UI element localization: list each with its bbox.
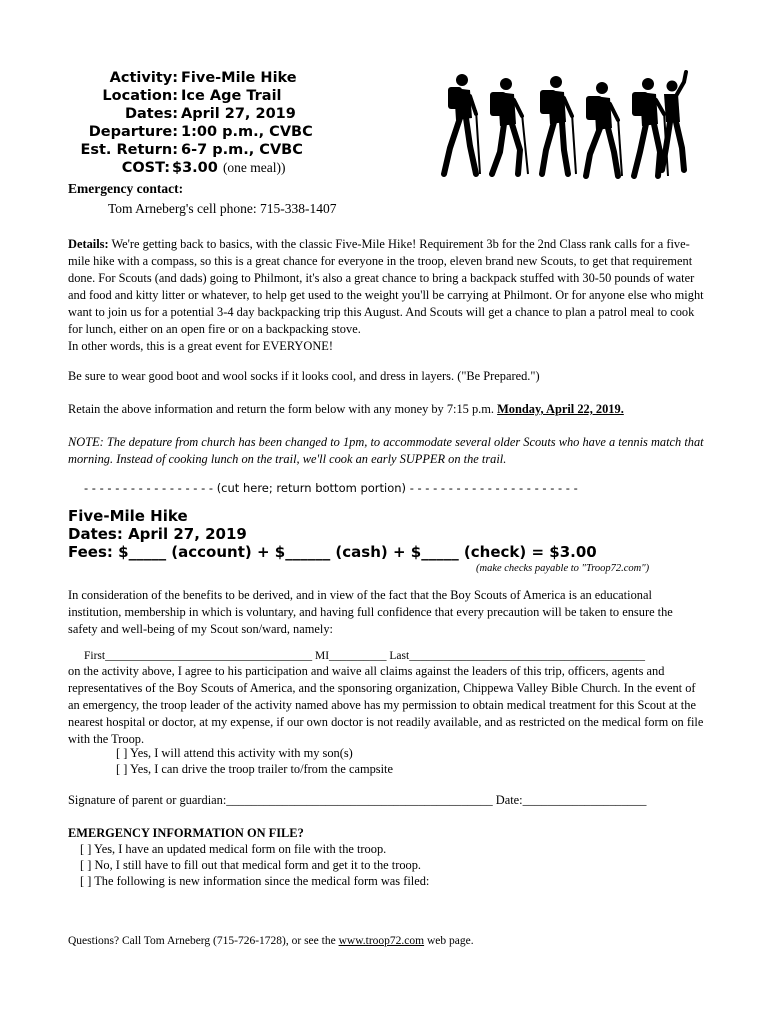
departure-change-note: NOTE: The depature from church has been changed to 1pm, to accommodate several older Scouts who have a tennis match that morning. Instead of cooking lunch on the trail, we'll cook an early SUPPER on the trail. [68, 435, 704, 466]
dates-value: April 27, 2019 [181, 106, 296, 122]
hiker-6-icon [662, 72, 686, 170]
troop-website-link[interactable]: www.troop72.com [338, 935, 425, 947]
details-paragraph [68, 236, 704, 355]
return-row [0, 142, 330, 160]
details-text: We're getting back to basics, with the classic Five-Mile Hike! Requirement 3b for the 2nd Class rank calls for a five-mile hike with a compass, so this is a great chance for everyone in the troop, eleven brand new Scouts, to get that requirement done. For Scouts (and dads) going to Philmont, it's also a great chance to bring a backpack stuffed with 30-50 pounds of water and food and kitty litter or whatever, to help get used to the weight you'll be carrying at Philmont. Or for anyone else who might want to join us for a potential 3-4 day backpacking trip this August. And Scouts will get a chance to plan a patrol meal to cook for lunch, either on an open fire or on a backpacking stove. [68, 237, 704, 336]
emergency-contact-label: Emergency contact: [68, 181, 184, 196]
retain-deadline: Monday, April 22, 2019. [497, 402, 624, 416]
hiker-3-icon [540, 76, 576, 174]
departure-value: 1:00 p.m., CVBC [181, 124, 313, 140]
return-value: 6-7 p.m., CVBC [181, 142, 303, 158]
footer-after: web page. [424, 935, 474, 947]
waiver-paragraph: on the activity above, I agree to his participation and waive all claims against the leaders of this trip, officers, agents and representatives of the Boy Scouts of America, and the sponsoring organization, Chippewa Valley Bible Church. In the event of an emergency, the troop leader of the activity named above has my permission to obtain medical treatment for this Scout at the nearest hospital or doctor, at my expense, if our own doctor is not readily available, and as restricted on the medical form on file with the Troop. [68, 664, 704, 746]
emergency-contact-phone: Tom Arneberg's cell phone: 715-338-1407 [108, 201, 337, 216]
return-label: Est. Return: [80, 142, 178, 158]
cost-row [0, 160, 330, 178]
departure-label: Departure: [88, 124, 178, 140]
cost-label: COST: [121, 160, 170, 176]
medical-form-no-checkbox[interactable]: [ ] No, I still have to fill out that medical form and get it to the troop. [80, 858, 422, 872]
drive-trailer-checkbox[interactable]: [ ] Yes, I can drive the troop trailer to/from the campsite [116, 762, 393, 776]
cost-note: (one meal)) [222, 160, 286, 175]
slip-fees: Fees: $_____ (account) + $______ (cash) + $_____ (check) = $3.00 [68, 543, 597, 561]
hiker-1-icon [444, 74, 480, 174]
location-row [0, 88, 330, 106]
footer-questions [68, 935, 474, 947]
details-last-line: In other words, this is a great event for EVERYONE! [68, 339, 333, 353]
dates-row [0, 106, 330, 124]
departure-row [0, 124, 330, 142]
consideration-paragraph: In consideration of the benefits to be derived, and in view of the fact that the Boy Scouts of America is an educational institution, membership in which is voluntary, and having full confidence that every precaution will be taken to ensure the safety and well-being of my Scout son/ward, namely: [68, 588, 673, 636]
slip-title: Five-Mile Hike [68, 507, 188, 525]
emergency-info-heading: EMERGENCY INFORMATION ON FILE? [68, 826, 304, 840]
activity-value: Five-Mile Hike [181, 70, 297, 86]
hiker-4-icon [586, 82, 622, 176]
wear-note: Be sure to wear good boot and wool socks if it looks cool, and dress in layers. ("Be Prepared.") [68, 369, 540, 383]
check-payable-note: (make checks payable to "Troop72.com") [476, 563, 650, 574]
location-value: Ice Age Trail [181, 88, 282, 104]
medical-form-yes-checkbox[interactable]: [ ] Yes, I have an updated medical form on file with the troop. [80, 842, 387, 856]
hiker-2-icon [490, 78, 528, 174]
hikers-silhouette-icon [434, 70, 692, 182]
activity-label: Activity: [109, 70, 178, 86]
scout-name-line[interactable]: First____________________________________ MI__________ Last_________________________________________ [84, 650, 645, 662]
signature-line[interactable]: Signature of parent or guardian:___________________________________________ Date:____________________ [68, 793, 647, 807]
retain-text: Retain the above information and return the form below with any money by 7:15 p.m. [68, 402, 498, 416]
activity-row [0, 70, 330, 88]
retain-note [68, 401, 704, 418]
attend-checkbox[interactable]: [ ] Yes, I will attend this activity with my son(s) [116, 746, 353, 760]
dates-label: Dates: [124, 106, 178, 122]
medical-form-new-info-checkbox[interactable]: [ ] The following is new information since the medical form was filed: [80, 874, 430, 888]
location-label: Location: [102, 88, 178, 104]
footer-text: Questions? Call Tom Arneberg (715-726-1728), or see the [68, 935, 339, 947]
slip-date: Dates: April 27, 2019 [68, 525, 247, 543]
cost-value: $3.00 [172, 160, 218, 176]
cut-line: - - - - - - - - - - - - - - - - - (cut here; return bottom portion) - - - - - - - - - - - - - - - - - - - - - - [84, 481, 578, 495]
details-label: Details: [68, 237, 109, 251]
